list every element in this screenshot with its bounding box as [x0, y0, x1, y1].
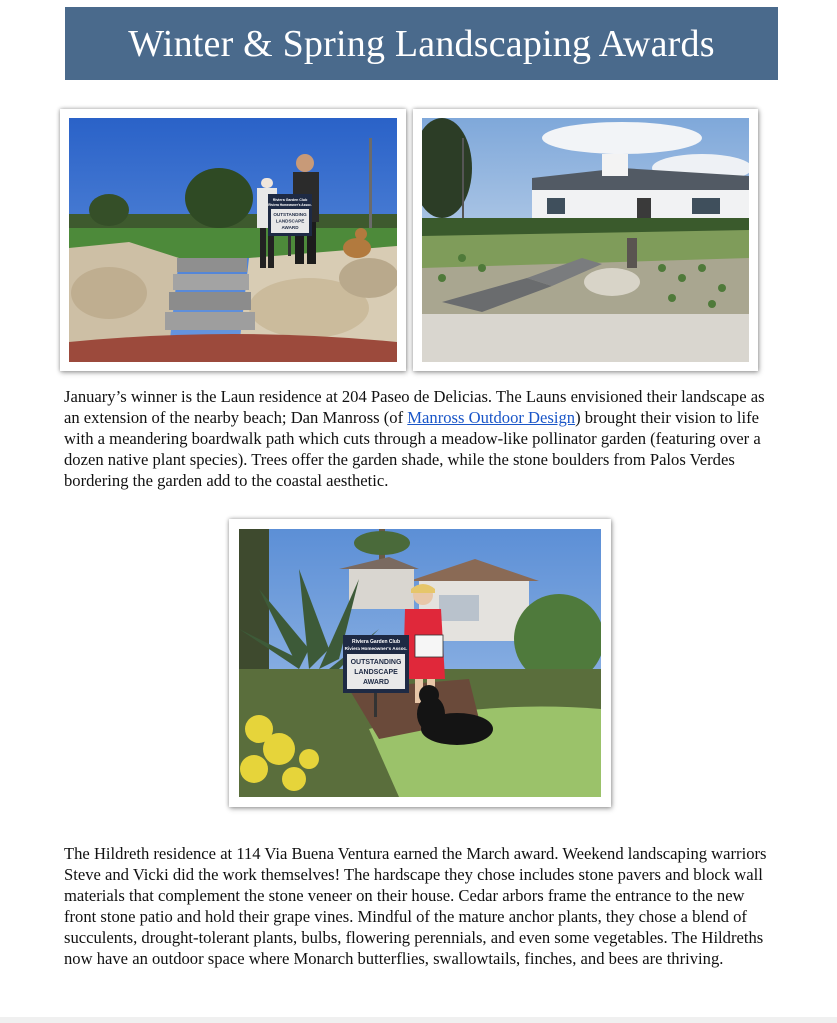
- paragraph-hildreth: The Hildreth residence at 114 Via Buena Ventura earned the March award. Weekend landscaping warriors Steve and Vicki did the work themselves! The hardscape they chose includes stone pavers and block wall materials that complement the stone veneer on their house. Cedar arbors frame the entrance to the new front stone patio and hold their grape vines. Mindful of the mature anchor plants, they chose a blend of succulents, drought-tolerant plants, bulbs, flowering perennials, and even some vegetables. The Hildreths now have an outdoor space where Monarch butterflies, swallowtails, finches, and bees are thriving.: [64, 844, 767, 968]
- photo3-sign-line2: Riviera Homeowner's Assoc.: [344, 646, 408, 651]
- paragraph-laun-text-before: January’s winner is the Laun residence at 204 Paseo de Delicias. The Launs envisioned their landscape as an extension of the nearby beach; Dan Manross (of: [64, 387, 765, 427]
- photo1-sign-line4: LANDSCAPE: [275, 218, 305, 224]
- photo1-sign-line2: Riviera Homeowner's Assoc.: [268, 203, 312, 207]
- photo-laun-award: [60, 109, 406, 371]
- photo3-sign-line5: AWARD: [362, 679, 390, 686]
- photo3-sign-line1: Riviera Garden Club: [351, 639, 401, 645]
- paragraph-laun-text-after: ) brought their vision to life with a meandering boardwalk path which cuts through a meadow-like pollinator garden (featuring over a dozen native plant species). Trees offer the garden shade, while the stone boulders from Palos Verdes bordering the garden add to the coastal aesthetic.: [64, 408, 761, 490]
- title-banner: [65, 7, 778, 80]
- photo1-sign-line1: Riviera Garden Club: [272, 198, 308, 202]
- page-bottom-edge: [0, 1017, 837, 1023]
- photo3-sign-line3: OUTSTANDING: [350, 659, 402, 666]
- manross-outdoor-design-link[interactable]: Manross Outdoor Design: [407, 408, 576, 427]
- paragraph-laun: [64, 386, 779, 491]
- photo1-sign-line5: AWARD: [281, 225, 299, 230]
- photo-laun-garden-image: [422, 118, 749, 362]
- photo-hildreth-award-image: [239, 529, 601, 797]
- page-title: Winter & Spring Landscaping Awards: [128, 22, 715, 65]
- photo1-sign-line3: OUTSTANDING: [273, 212, 307, 217]
- photo-laun-award-image: [69, 118, 397, 362]
- photo3-sign-line4: LANDSCAPE: [354, 669, 398, 676]
- photo-hildreth-award: [229, 519, 611, 807]
- photo-laun-garden: [413, 109, 758, 371]
